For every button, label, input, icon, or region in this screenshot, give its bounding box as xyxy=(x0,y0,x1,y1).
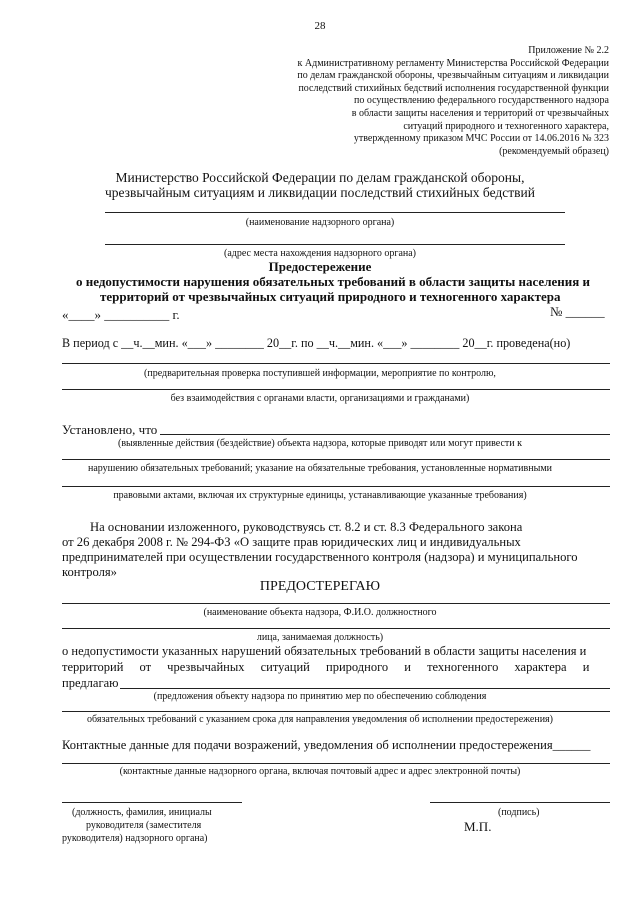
appendix-line: последствий стихийных бедствий исполнения государственной функции xyxy=(298,83,609,94)
number-field: № ______ xyxy=(550,304,605,319)
authority-name-caption: (наименование надзорного органа) xyxy=(245,217,395,228)
authority-address-caption: (адрес места нахождения надзорного органа) xyxy=(223,248,417,259)
authority-name-line xyxy=(105,212,565,213)
official-caption-2: руководителя (заместителя xyxy=(86,820,202,831)
appendix-line: (рекомендуемый образец) xyxy=(499,146,609,157)
basis-line-2: от 26 декабря 2008 г. № 294-ФЗ «О защите прав юридических лиц и индивидуальных xyxy=(62,535,521,549)
document-title: Предостережение xyxy=(268,259,372,274)
object-caption-2: лица, занимаемая должность) xyxy=(256,632,384,643)
appendix-line: к Административному регламенту Министерства Российской Федерации xyxy=(297,58,609,69)
proposal-caption-1: (предложения объекту надзора по принятию мер по обеспечению соблюдения xyxy=(153,691,487,702)
inadmissibility-line-2: территорий от чрезвычайных ситуаций природного и техногенного характера и xyxy=(62,660,590,674)
ministry-line-1: Министерство Российской Федерации по делам гражданской обороны, xyxy=(115,170,525,185)
basis-line-3: предпринимателей при осуществлении государственного контроля (надзора) и муниципального xyxy=(62,550,578,564)
established-label: Установлено, что xyxy=(62,422,158,437)
official-caption-1: (должность, фамилия, инициалы xyxy=(72,807,212,818)
official-caption-3: руководителя) надзорного органа) xyxy=(62,833,208,844)
object-caption-1: (наименование объекта надзора, Ф.И.О. должностного xyxy=(203,607,437,618)
proposal-line-2 xyxy=(62,711,610,712)
page-number: 28 xyxy=(314,20,326,32)
established-caption-3: правовыми актами, включая их структурные единицы, устанавливающие указанные требования) xyxy=(113,490,527,501)
warn-heading: ПРЕДОСТЕРЕГАЮ xyxy=(259,579,381,594)
contacts-caption: (контактные данные надзорного органа, включая почтовый адрес и адрес электронной почты) xyxy=(119,766,521,777)
period-caption-2: без взаимодействия с органами власти, организациями и гражданами) xyxy=(170,393,470,404)
object-line-1 xyxy=(62,603,610,604)
appendix-line: утвержденному приказом МЧС России от 14.06.2016 № 323 xyxy=(353,133,609,144)
contacts-line xyxy=(62,763,610,764)
proposal-caption-2: обязательных требований с указанием срока для направления уведомления об исполнении предостережения) xyxy=(87,714,553,725)
appendix-line: ситуаций природного и техногенного характера, xyxy=(403,121,609,132)
date-field: «____» __________ г. xyxy=(62,307,180,322)
authority-address-line xyxy=(105,244,565,245)
object-line-2 xyxy=(62,628,610,629)
established-caption-1: (выявленные действия (бездействие) объекта надзора, которые приводят или могут привести к xyxy=(118,438,522,449)
established-line-3 xyxy=(62,486,610,487)
established-line-2 xyxy=(62,459,610,460)
appendix-line: по осуществлению федерального государственного надзора xyxy=(354,95,609,106)
ministry-line-2: чрезвычайным ситуациям и ликвидации последствий стихийных бедствий xyxy=(104,185,536,200)
title-line-1: о недопустимости нарушения обязательных требований в области защиты населения и xyxy=(76,274,591,289)
period-caption-1: (предварительная проверка поступившей информации, мероприятие по контролю, xyxy=(144,368,496,379)
appendix-line: в области защиты населения и территорий от чрезвычайных xyxy=(351,108,609,119)
period-blank-line-2 xyxy=(62,389,610,390)
period-blank-line xyxy=(62,363,610,364)
established-caption-2: нарушению обязательных требований; указание на обязательные требования, установленные нормативными xyxy=(87,463,553,474)
title-line-2: территорий от чрезвычайных ситуаций природного и техногенного характера xyxy=(100,289,561,304)
proposal-line-1 xyxy=(120,688,610,689)
appendix-line: по делам гражданской обороны, чрезвычайным ситуациям и ликвидации xyxy=(297,70,609,81)
established-line-1 xyxy=(160,434,610,435)
basis-line-4: контроля» xyxy=(62,565,117,579)
appendix-line: Приложение № 2.2 xyxy=(528,45,609,56)
signature-caption: (подпись) xyxy=(498,807,540,818)
stamp-place: М.П. xyxy=(464,819,492,834)
signature-line xyxy=(430,802,610,803)
basis-line-1: На основании изложенного, руководствуясь ст. 8.2 и ст. 8.3 Федерального закона xyxy=(90,520,523,534)
inadmissibility-line-3: предлагаю xyxy=(62,676,119,690)
contacts-label: Контактные данные для подачи возражений, уведомления об исполнении предостережения______ xyxy=(62,738,591,752)
official-line xyxy=(62,802,242,803)
period-line: В период с __ч.__мин. «___» ________ 20__г. по __ч.__мин. «___» ________ 20__г. проведена(но) xyxy=(62,336,571,350)
inadmissibility-line-1: о недопустимости указанных нарушений обязательных требований в области защиты населения и xyxy=(62,644,587,658)
